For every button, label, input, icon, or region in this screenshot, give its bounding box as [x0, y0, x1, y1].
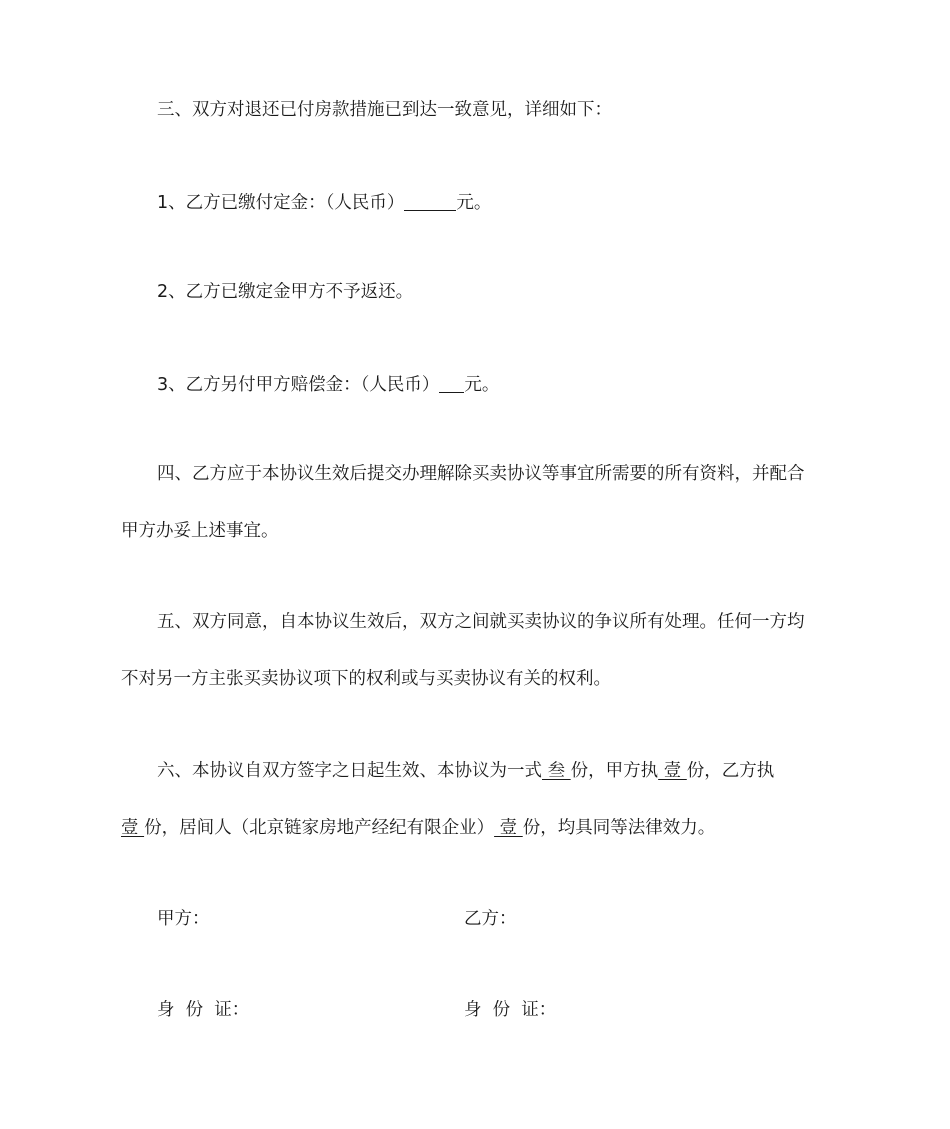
clause-5-line-1: 五、双方同意，自本协议生效后，双方之间就买卖协议的争议所有处理。任何一方均	[157, 612, 805, 632]
clause-3-item-3	[157, 371, 499, 397]
clause-6-text-b: 份，甲方执	[570, 761, 659, 781]
item-3-text: 3、乙方另付甲方赔偿金：（人民币）	[157, 375, 440, 395]
party-a-label: 甲方：	[157, 909, 210, 929]
item-1-text: 1、乙方已缴付定金：（人民币）	[157, 193, 405, 213]
clause-6-text-e: 份，均具同等法律效力。	[522, 818, 716, 838]
item-1-suffix: 元。	[456, 193, 492, 213]
clause-6-text-c: 份，乙方执	[686, 761, 775, 781]
item-3-suffix: 元。	[464, 375, 500, 395]
clause-6-line-1	[157, 759, 774, 783]
party-b-id-label: 身 份 证：	[464, 1000, 557, 1020]
clause-3-item-1	[157, 189, 491, 215]
party-b-copies: 壹	[121, 818, 145, 838]
clause-6-line-2	[121, 816, 715, 840]
clause-6-text-a: 六、本协议自双方签字之日起生效、本协议为一式	[157, 761, 542, 781]
clause-3-heading: 三、双方对退还已付房款措施已到达一致意见，详细如下：	[157, 100, 612, 120]
deposit-amount-blank	[404, 192, 456, 211]
party-a-copies: 壹	[658, 761, 687, 781]
clause-5-line-2: 不对另一方主张买卖协议项下的权利或与买卖协议有关的权利。	[121, 669, 611, 689]
agent-copies: 壹	[494, 818, 523, 838]
party-a-id-label: 身 份 证：	[157, 1000, 250, 1020]
total-copies: 叁	[542, 761, 571, 781]
clause-4-line-2: 甲方办妥上述事宜。	[121, 521, 279, 541]
clause-3-item-2: 2、乙方已缴定金甲方不予返还。	[157, 282, 414, 302]
party-b-label: 乙方：	[464, 909, 517, 929]
compensation-amount-blank	[439, 374, 464, 393]
clause-4-line-1: 四、乙方应于本协议生效后提交办理解除买卖协议等事宜所需要的所有资料，并配合	[157, 464, 805, 484]
clause-6-text-d: 份，居间人（北京链家房地产经纪有限企业）	[144, 818, 495, 838]
